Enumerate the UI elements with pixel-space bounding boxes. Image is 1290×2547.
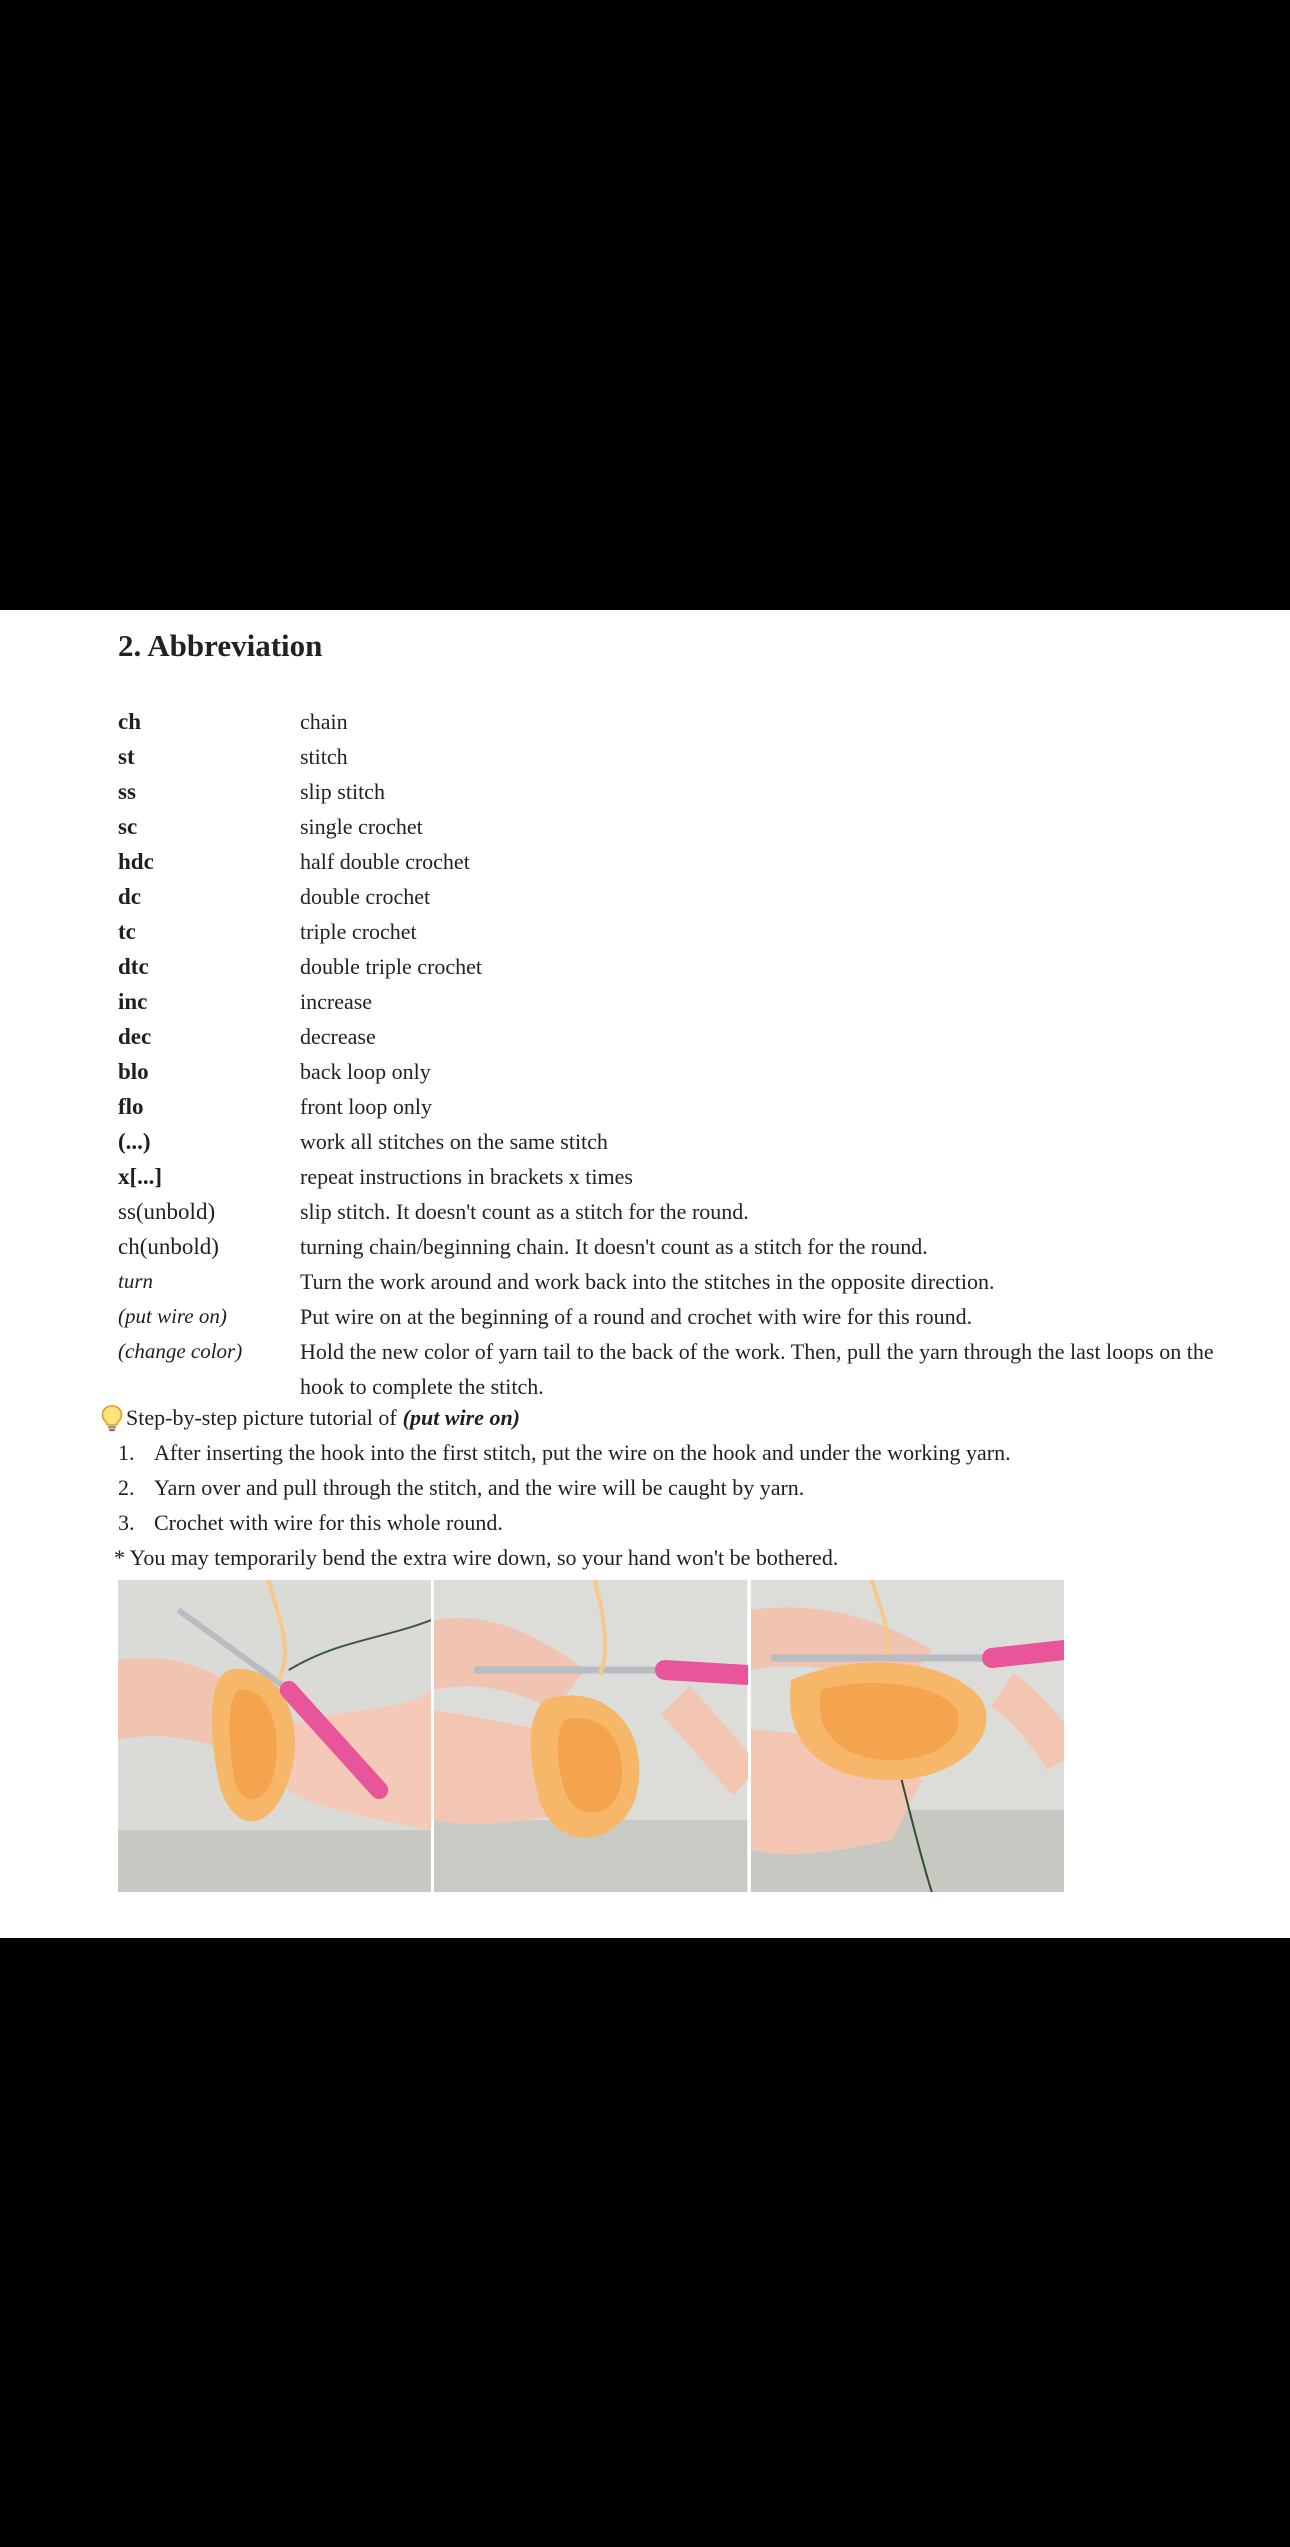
step-number: 2. [118,1475,135,1500]
abbreviation-row [118,914,1238,949]
abbreviation-term: (...) [118,1129,151,1154]
abbreviation-definition: half double crochet [300,849,470,874]
abbreviation-definition: single crochet [300,814,423,839]
abbreviation-row [118,704,1238,739]
tutorial-heading-text: Step-by-step picture tutorial of [126,1405,397,1430]
abbreviation-definition: increase [300,989,373,1014]
abbreviation-term: inc [118,989,148,1014]
section-title: 2. Abbreviation [118,628,323,663]
abbreviation-term: ss [118,779,136,804]
abbreviation-row [118,1124,1238,1159]
abbreviation-row [118,1334,1238,1404]
step-number: 1. [118,1440,135,1465]
abbreviation-row [118,1194,1238,1229]
abbreviation-term: hdc [118,849,154,874]
abbreviation-row [118,844,1238,879]
abbreviation-definition: Turn the work around and work back into the stitches in the opposite direction. [300,1269,995,1294]
abbreviation-definition: back loop only [300,1059,431,1084]
step-text: Yarn over and pull through the stitch, and the wire will be caught by yarn. [154,1475,805,1500]
tutorial-heading [100,1400,1250,1435]
abbreviation-row [118,1264,1238,1299]
abbreviation-term: ss(unbold) [118,1199,216,1224]
abbreviation-definition: double triple crochet [300,954,483,979]
abbreviation-definition: slip stitch. It doesn't count as a stitch for the round. [300,1199,749,1224]
tutorial-step [100,1470,1250,1505]
abbreviation-term: flo [118,1094,144,1119]
abbreviation-term: turn [118,1269,154,1293]
step-number: 3. [118,1510,135,1535]
abbreviation-row [118,949,1238,984]
abbreviation-definition: triple crochet [300,919,417,944]
tutorial-photo-1 [118,1580,431,1892]
abbreviation-term: blo [118,1059,149,1084]
tutorial-step [100,1505,1250,1540]
step-text: After inserting the hook into the first stitch, put the wire on the hook and under the working yarn. [154,1440,1011,1465]
lightbulb-icon [100,1404,124,1432]
abbreviation-row [118,1089,1238,1124]
abbreviation-definition: slip stitch [300,779,385,804]
abbreviation-row [118,774,1238,809]
tutorial-photo-3 [751,1580,1064,1892]
abbreviation-term: sc [118,814,138,839]
abbreviation-term: tc [118,919,136,944]
tutorial-photo-strip [118,1580,1064,1892]
abbreviation-row [118,879,1238,914]
abbreviation-row [118,809,1238,844]
abbreviation-term: dec [118,1024,152,1049]
abbreviation-row [118,1054,1238,1089]
tutorial-note: * You may temporarily bend the extra wire down, so your hand won't be bothered. [114,1545,839,1570]
abbreviation-list [118,704,1238,1404]
abbreviation-definition: decrease [300,1024,376,1049]
abbreviation-row [118,1019,1238,1054]
abbreviation-term: ch [118,709,141,734]
abbreviation-definition: work all stitches on the same stitch [300,1129,608,1154]
abbreviation-term: x[...] [118,1164,163,1189]
step-text: Crochet with wire for this whole round. [154,1510,503,1535]
abbreviation-term: (change color) [118,1339,243,1363]
abbreviation-definition: chain [300,709,348,734]
abbreviation-definition: Put wire on at the beginning of a round and crochet with wire for this round. [300,1304,973,1329]
abbreviation-term: dtc [118,954,149,979]
abbreviation-term: ch(unbold) [118,1234,219,1259]
abbreviation-row [118,1229,1238,1264]
abbreviation-definition: Hold the new color of yarn tail to the back of the work. Then, pull the yarn through the last loops on the hook to complete the stitch. [300,1339,1214,1399]
abbreviation-row [118,984,1238,1019]
abbreviation-definition: double crochet [300,884,431,909]
tutorial-step [100,1435,1250,1470]
abbreviation-definition: front loop only [300,1094,432,1119]
abbreviation-term: (put wire on) [118,1304,227,1328]
abbreviation-row [118,1299,1238,1334]
document-page [0,610,1290,1938]
abbreviation-definition: repeat instructions in brackets x times [300,1164,633,1189]
tutorial-photo-2 [434,1580,747,1892]
tutorial-heading-emphasis: (put wire on) [402,1405,521,1430]
abbreviation-term: dc [118,884,141,909]
abbreviation-definition: stitch [300,744,348,769]
abbreviation-row [118,739,1238,774]
abbreviation-definition: turning chain/beginning chain. It doesn't count as a stitch for the round. [300,1234,928,1259]
abbreviation-term: st [118,744,135,769]
abbreviation-row [118,1159,1238,1194]
tutorial-section [100,1400,1250,1575]
